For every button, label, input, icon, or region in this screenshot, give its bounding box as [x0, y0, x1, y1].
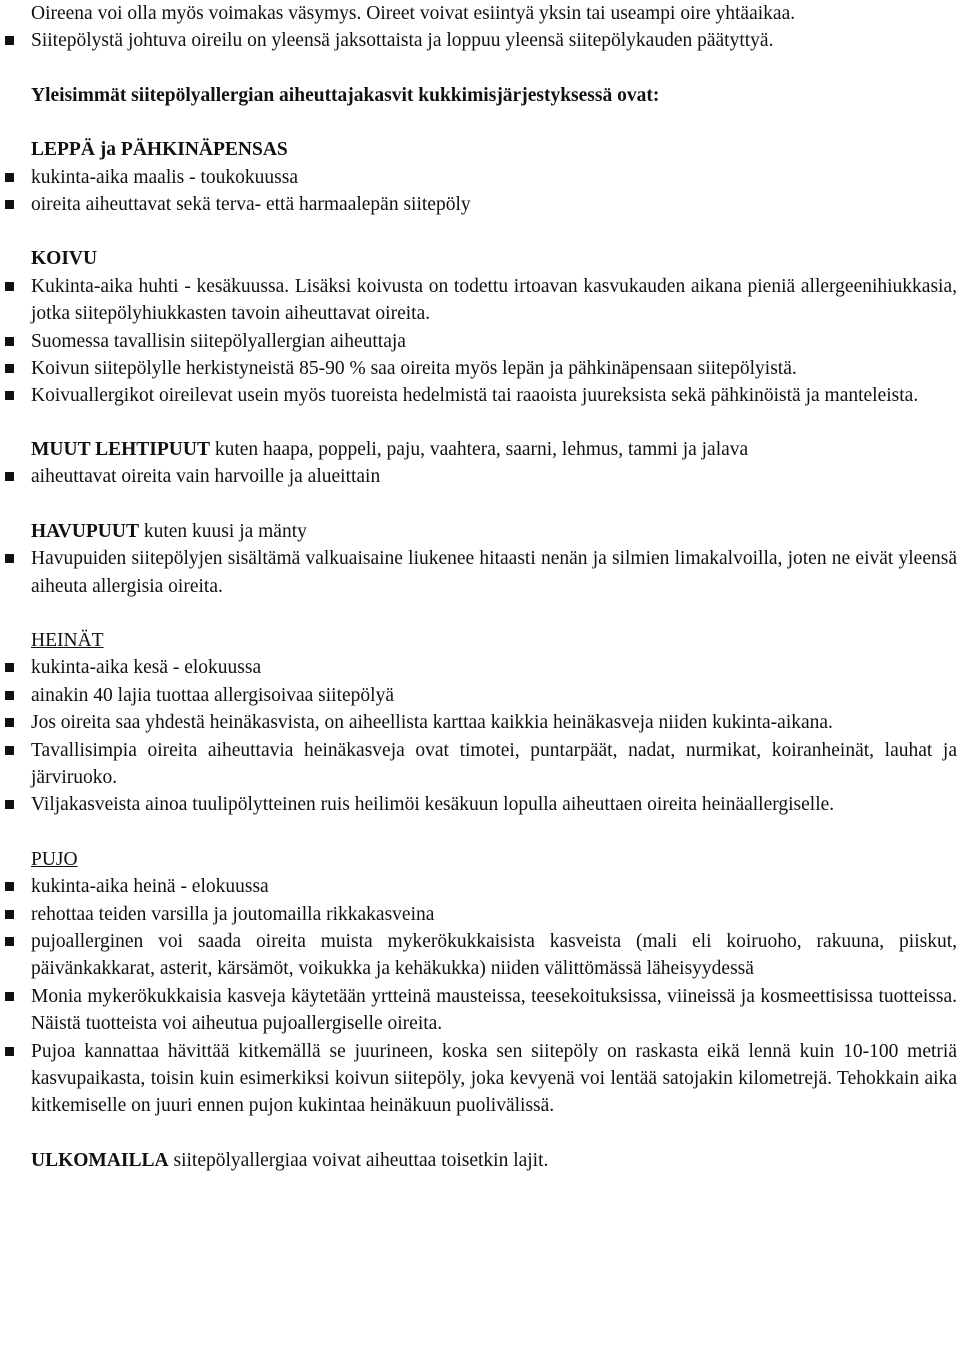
bullet-list — [31, 273, 957, 410]
lead-heading: Yleisimmät siitepölyallergian aiheuttajakasvit kukkimisjärjestyksessä ovat: — [31, 84, 660, 106]
section-heading: HEINÄT — [31, 629, 104, 651]
list-item: Tavallisimpia oireita aiheuttavia heinäkasveja ovat timotei, puntarpäät, nadat, nurmikat, koiranheinät, lauhat ja järviruoko. — [31, 737, 957, 792]
bullet-list — [31, 545, 957, 600]
list-item: rehottaa teiden varsilla ja joutomailla rikkakasveina — [31, 901, 957, 928]
list-item: pujoallerginen voi saada oireita muista mykerökukkaisista kasveista (mali eli koiruoho, rakuuna, piiskut, päivänkakkarat, asterit, kärsämöt, voikukka ja kehäkukka) niiden välittömässä läheisyydessä — [31, 928, 957, 983]
section-heading-line — [31, 518, 957, 545]
bullet-list — [31, 463, 957, 490]
list-item: oireita aiheuttavat sekä terva- että harmaalepän siitepöly — [31, 191, 957, 218]
list-item: Jos oireita saa yhdestä heinäkasvista, on aiheellista karttaa kaikkia heinäkasveja niiden kukinta-aikana. — [31, 709, 957, 736]
intro-list — [31, 27, 957, 54]
list-item: kukinta-aika maalis - toukokuussa — [31, 164, 957, 191]
list-item: kukinta-aika kesä - elokuussa — [31, 654, 957, 681]
list-item: Koivun siitepölylle herkistyneistä 85-90 % saa oireita myös lepän ja pähkinäpensaan siitepölyistä. — [31, 355, 957, 382]
section-heading-rest: siitepölyallergiaa voivat aiheuttaa toisetkin lajit. — [168, 1149, 549, 1171]
section-heading-rest: kuten kuusi ja mänty — [138, 520, 307, 542]
section-heinat — [31, 627, 957, 819]
section-havupuut — [31, 518, 957, 600]
section-muut-lehtipuut — [31, 436, 957, 491]
list-item: Kukinta-aika huhti - kesäkuussa. Lisäksi koivusta on todettu irtoavan kasvukauden aikana pieniä allergeenihiukkasia, jotka siitepölyhiukkasten tavoin aiheuttavat oireita. — [31, 273, 957, 328]
section-heading: ULKOMAILLA — [31, 1149, 169, 1171]
section-ulkomailla — [31, 1147, 957, 1174]
list-item: Viljakasveista ainoa tuulipölytteinen ruis heilimöi kesäkuun lopulla aiheuttaen oireita heinäallergiselle. — [31, 791, 957, 818]
list-item: Havupuiden siitepölyjen sisältämä valkuaisaine liukenee hitaasti nenän ja silmien limakalvoilla, joten ne eivät yleensä aiheuta allergisia oireita. — [31, 545, 957, 600]
section-koivu — [31, 245, 957, 409]
section-heading: HAVUPUUT — [31, 520, 139, 542]
bullet-list — [31, 654, 957, 818]
bullet-list — [31, 873, 957, 1120]
intro-continuation: Oireena voi olla myös voimakas väsymys. Oireet voivat esiintyä yksin tai useampi oire yhtäaikaa. — [31, 3, 796, 24]
section-heading: LEPPÄ ja PÄHKINÄPENSAS — [31, 139, 288, 161]
list-item: Suomessa tavallisin siitepölyallergian aiheuttaja — [31, 328, 957, 355]
section-heading-rest: kuten haapa, poppeli, paju, vaahtera, saarni, lehmus, tammi ja jalava — [209, 438, 749, 460]
section-heading: MUUT LEHTIPUUT — [31, 438, 210, 460]
list-item: Siitepölystä johtuva oireilu on yleensä jaksottaista ja loppuu yleensä siitepölykauden päätyttyä. — [31, 27, 957, 54]
section-leppa — [31, 136, 957, 218]
list-item: ainakin 40 lajia tuottaa allergisoivaa siitepölyä — [31, 682, 957, 709]
section-pujo — [31, 846, 957, 1120]
list-item: Koivuallergikot oireilevat usein myös tuoreista hedelmistä tai raaoista juureksista sekä pähkinöistä ja manteleista. — [31, 382, 957, 409]
section-heading: PUJO — [31, 848, 78, 870]
list-item: aiheuttavat oireita vain harvoille ja alueittain — [31, 463, 957, 490]
list-item: Monia mykerökukkaisia kasveja käytetään yrtteinä mausteissa, teesekoituksissa, viineissä ja kosmeettisissa tuotteissa. Näistä tuotteista voi aiheutua pujoallergiselle oireita. — [31, 983, 957, 1038]
list-item: Pujoa kannattaa hävittää kitkemällä se juurineen, koska sen siitepöly on raskasta eikä lennä kuin 10-100 metriä kasvupaikasta, toisin kuin esimerkiksi koivun siitepöly, joka kevyenä voi lentää satojakin kilometrejä. Tehokkain aika kitkemiselle on juuri ennen pujon kukintaa heinäkuun puolivälissä. — [31, 1038, 957, 1120]
section-heading: KOIVU — [31, 248, 98, 270]
bullet-list — [31, 164, 957, 219]
list-item: kukinta-aika heinä - elokuussa — [31, 873, 957, 900]
section-heading-line — [31, 436, 957, 463]
